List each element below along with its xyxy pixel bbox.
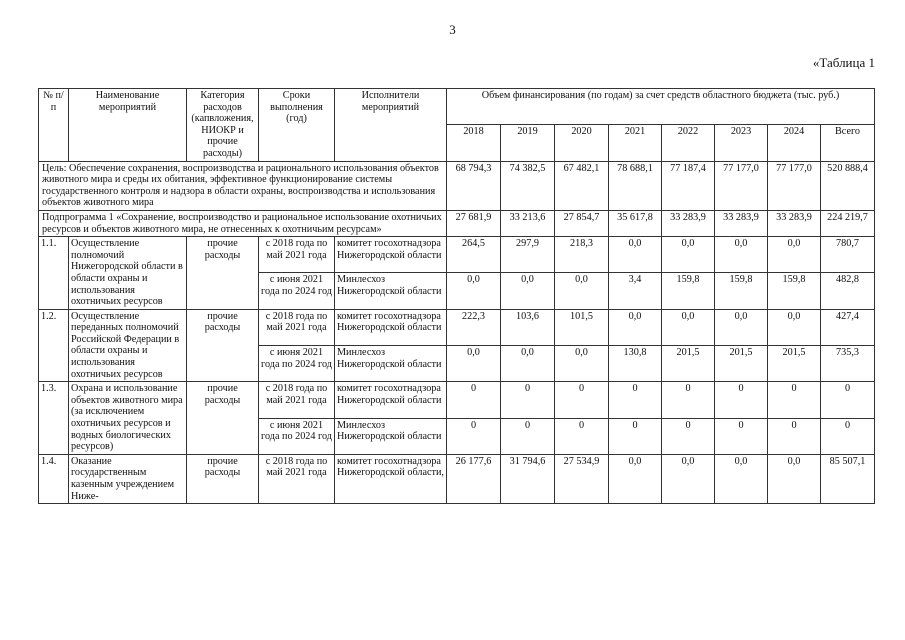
funding-value: 85 507,1 [821, 454, 875, 503]
row-number: 1.1. [39, 237, 69, 310]
funding-value: 427,4 [821, 309, 875, 345]
subprogram-value: 27 854,7 [555, 210, 609, 236]
subprogram-value: 35 617,8 [609, 210, 662, 236]
funding-value: 0 [821, 382, 875, 418]
measure-name: Оказание государственным казенным учреждением Ниже- [69, 454, 187, 503]
funding-value: 218,3 [555, 237, 609, 273]
funding-value: 0,0 [768, 237, 821, 273]
funding-table [38, 88, 875, 504]
goal-text: Цель: Обеспечение сохранения, воспроизводства и рационального использования объектов животного мира и среды их обитания, эффективное функционирование системы государственного контроля и надзора в области охраны, воспроизводства и использования объектов животного мира [39, 161, 447, 210]
executor: комитет госохотнадзора Нижегородской области, [335, 454, 447, 503]
funding-value: 31 794,6 [501, 454, 555, 503]
row-number: 1.2. [39, 309, 69, 382]
measure-name: Охрана и использование объектов животного мира (за исключением охотничьих ресурсов и водных биологических ресурсов) [69, 382, 187, 455]
funding-value: 0,0 [501, 345, 555, 381]
header-year: Всего [821, 125, 875, 161]
funding-value: 0,0 [555, 273, 609, 309]
measure-name: Осуществление переданных полномочий Российской Федерации в области охраны и использования охотничьих ресурсов [69, 309, 187, 382]
table-row [39, 454, 875, 503]
funding-value: 0,0 [768, 309, 821, 345]
funding-value: 0,0 [609, 454, 662, 503]
execution-term: с июня 2021 года по 2024 год [259, 345, 335, 381]
funding-value: 130,8 [609, 345, 662, 381]
goal-value: 77 187,4 [662, 161, 715, 210]
subprogram-row [39, 210, 875, 236]
funding-value: 0 [447, 418, 501, 454]
table-row [39, 382, 875, 418]
execution-term: с 2018 года по май 2021 года [259, 454, 335, 503]
funding-value: 0 [447, 382, 501, 418]
funding-value: 0,0 [609, 309, 662, 345]
funding-value: 26 177,6 [447, 454, 501, 503]
goal-value: 77 177,0 [768, 161, 821, 210]
execution-term: с июня 2021 года по 2024 год [259, 273, 335, 309]
funding-value: 0 [662, 418, 715, 454]
funding-value: 222,3 [447, 309, 501, 345]
executor: Минлесхоз Нижегородской области [335, 418, 447, 454]
goal-row [39, 161, 875, 210]
expense-category: прочие расходы [187, 454, 259, 503]
executor: Минлесхоз Нижегородской области [335, 345, 447, 381]
page-number: 3 [449, 22, 456, 37]
funding-value: 27 534,9 [555, 454, 609, 503]
funding-value: 264,5 [447, 237, 501, 273]
table-row [39, 237, 875, 273]
executor: комитет госохотнадзора Нижегородской области [335, 382, 447, 418]
header-year: 2019 [501, 125, 555, 161]
funding-value: 0 [768, 418, 821, 454]
funding-value: 0,0 [715, 237, 768, 273]
expense-category: прочие расходы [187, 237, 259, 310]
funding-value: 101,5 [555, 309, 609, 345]
header-name: Наименование мероприятий [69, 89, 187, 162]
funding-value: 0 [821, 418, 875, 454]
header-terms: Сроки выполнения (год) [259, 89, 335, 162]
funding-value: 0 [662, 382, 715, 418]
funding-value: 0,0 [609, 237, 662, 273]
measure-name: Осуществление полномочий Нижегородской области в области охраны и использования охотничьих ресурсов [69, 237, 187, 310]
funding-value: 0 [501, 418, 555, 454]
expense-category: прочие расходы [187, 309, 259, 382]
goal-value: 74 382,5 [501, 161, 555, 210]
funding-value: 780,7 [821, 237, 875, 273]
header-num: № п/п [39, 89, 69, 162]
funding-value: 3,4 [609, 273, 662, 309]
header-funding: Объем финансирования (по годам) за счет средств областного бюджета (тыс. руб.) [447, 89, 875, 125]
funding-value: 0,0 [447, 345, 501, 381]
funding-value: 103,6 [501, 309, 555, 345]
funding-value: 482,8 [821, 273, 875, 309]
funding-value: 201,5 [768, 345, 821, 381]
funding-value: 0,0 [662, 309, 715, 345]
header-row-1 [39, 89, 875, 125]
header-year: 2021 [609, 125, 662, 161]
funding-value: 0,0 [715, 309, 768, 345]
funding-value: 0 [715, 418, 768, 454]
header-year: 2020 [555, 125, 609, 161]
goal-value: 78 688,1 [609, 161, 662, 210]
subprogram-value: 33 213,6 [501, 210, 555, 236]
header-year: 2022 [662, 125, 715, 161]
funding-value: 0 [768, 382, 821, 418]
funding-value: 0 [609, 382, 662, 418]
executor: комитет госохотнадзора Нижегородской области [335, 309, 447, 345]
header-executors: Исполнители мероприятий [335, 89, 447, 162]
goal-value: 520 888,4 [821, 161, 875, 210]
funding-value: 0,0 [662, 454, 715, 503]
execution-term: с 2018 года по май 2021 года [259, 237, 335, 273]
funding-value: 159,8 [768, 273, 821, 309]
funding-value: 0 [715, 382, 768, 418]
execution-term: с 2018 года по май 2021 года [259, 382, 335, 418]
funding-value: 0 [555, 418, 609, 454]
executor: Минлесхоз Нижегородской области [335, 273, 447, 309]
funding-value: 159,8 [715, 273, 768, 309]
funding-value: 0 [555, 382, 609, 418]
funding-value: 201,5 [662, 345, 715, 381]
funding-value: 0 [501, 382, 555, 418]
header-year: 2024 [768, 125, 821, 161]
header-category: Категория расходов (капвложения, НИОКР и прочие расходы) [187, 89, 259, 162]
goal-value: 67 482,1 [555, 161, 609, 210]
subprogram-value: 33 283,9 [768, 210, 821, 236]
executor: комитет госохотнадзора Нижегородской области [335, 237, 447, 273]
funding-value: 0,0 [768, 454, 821, 503]
execution-term: с 2018 года по май 2021 года [259, 309, 335, 345]
subprogram-value: 33 283,9 [662, 210, 715, 236]
header-year: 2018 [447, 125, 501, 161]
subprogram-text: Подпрограмма 1 «Сохранение, воспроизводство и рациональное использование охотничьих ресурсов и объектов животного мира, не отнесенных к охотничьим ресурсам» [39, 210, 447, 236]
execution-term: с июня 2021 года по 2024 год [259, 418, 335, 454]
funding-value: 0,0 [501, 273, 555, 309]
funding-value: 159,8 [662, 273, 715, 309]
funding-value: 0,0 [555, 345, 609, 381]
subprogram-value: 27 681,9 [447, 210, 501, 236]
funding-value: 0,0 [715, 454, 768, 503]
funding-value: 201,5 [715, 345, 768, 381]
table-row [39, 309, 875, 345]
row-number: 1.3. [39, 382, 69, 455]
funding-value: 0,0 [447, 273, 501, 309]
funding-value: 297,9 [501, 237, 555, 273]
table-caption: «Таблица 1 [812, 55, 875, 70]
expense-category: прочие расходы [187, 382, 259, 455]
header-year: 2023 [715, 125, 768, 161]
funding-value: 0,0 [662, 237, 715, 273]
funding-value: 0 [609, 418, 662, 454]
subprogram-value: 224 219,7 [821, 210, 875, 236]
subprogram-value: 33 283,9 [715, 210, 768, 236]
funding-value: 735,3 [821, 345, 875, 381]
goal-value: 68 794,3 [447, 161, 501, 210]
row-number: 1.4. [39, 454, 69, 503]
goal-value: 77 177,0 [715, 161, 768, 210]
